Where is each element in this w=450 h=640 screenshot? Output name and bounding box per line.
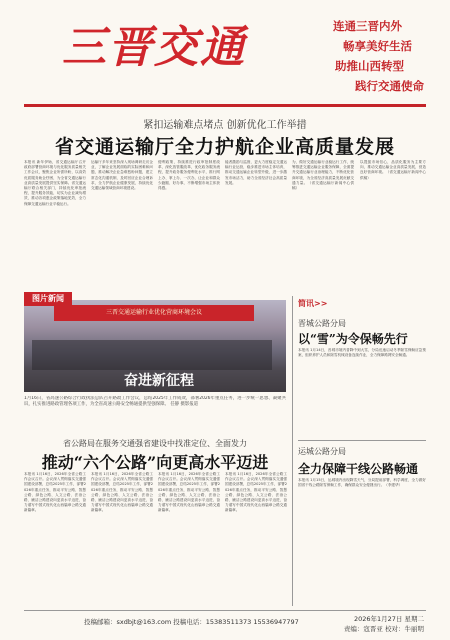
brief-2-body: 本报讯 1月15日，运城境内出现降雪天气，分局提前部署，科学调度，全力做好国省干线公路除雪保畅工作，确保群众安全便捷出行。（李建华） [298, 478, 426, 488]
brief-label: 简讯>> [298, 299, 328, 308]
masthead [0, 0, 450, 104]
slogan-line-2: 畅享美好生活 [343, 39, 412, 53]
second-headline: 推动“六个公路”向更高水平迈进 [41, 453, 269, 472]
photo-credit: 任静 摄影报道 [170, 402, 199, 407]
second-kicker: 省公路局在服务交通强省建设中找准定位、全面发力 [63, 439, 247, 448]
page-footer [24, 610, 426, 637]
column-rule [292, 296, 293, 606]
slogan-line-4: 践行交通使命 [355, 79, 424, 93]
second-column-3: 本报讯 1月16日，2026年全省公路工作会议召开。会议深入贯彻落实交通强国建设部署，总结2025年工作，部署2026年重点任务，推动平安公路、智慧公路、绿色公路、人文公路、法治公路、廉洁公路建设向更高水平迈进，奋力谱写中国式现代化山西篇章公路交通新篇章。 [158, 472, 220, 513]
lead-column-6: 以提振市场信心，品质化服务为主要方向，推动交通运输企业高质量发展，营造良好营商环境。（省交通运输厅新闻中心供稿） [360, 160, 426, 180]
second-column-4: 本报讯 1月16日，2026年全省公路工作会议召开。会议深入贯彻落实交通强国建设部署，总结2025年工作，部署2026年重点任务，推动平安公路、智慧公路、绿色公路、人文公路、法治公路、廉洁公路建设向更高水平迈进，奋力谱写中国式现代化山西篇章公路交通新篇章。 [225, 472, 287, 513]
brief-2-title: 全力保障干线公路畅通 [298, 462, 419, 476]
lead-headline: 省交通运输厅全力护航企业高质量发展 [54, 136, 395, 158]
brief-1-source: 晋城公路分局 [298, 319, 346, 328]
photo-banner: 三晋交通运输行业优化营商环境会议 [54, 305, 254, 321]
photo-overlay-title: 奋进新征程 [124, 373, 194, 389]
audience-silhouette [32, 340, 272, 370]
lead-column-5: 为，做好交通运输行业稳运行工作，统筹推进交通运输企业服务保障，全面提升交通运输行业治理能力，不断优化营商环境，为全省经济高质量发展贡献交通力量。（省交通运输厅新闻中心供稿） [292, 160, 354, 191]
photo-caption: 1月16日，省高速公路综合行政执法总队召开路政工作会议，总结2025年工作成效，部署2026年重点任务，进一步统一思想、凝聚共识，扎实推进路政管理各项工作，为全省高速公路安全畅通提供坚强保障。 任静 摄影报道 [24, 396, 286, 407]
photo-news-tag: 图片新闻 [24, 292, 72, 306]
news-photo [24, 300, 286, 392]
footer-date: 2026年1月27日 星期二 [353, 615, 424, 623]
brief-2-source: 运城公路分局 [298, 447, 346, 456]
newspaper-logo: 三晋交通 [62, 22, 246, 73]
second-column-2: 本报讯 1月16日，2026年全省公路工作会议召开。会议深入贯彻落实交通强国建设部署，总结2025年工作，部署2026年重点任务，推动平安公路、智慧公路、绿色公路、人文公路、法治公路、廉洁公路建设向更高水平迈进，奋力谱写中国式现代化山西篇章公路交通新篇章。 [91, 472, 153, 513]
brief-divider [298, 440, 426, 441]
lead-kicker: 紧扣运输难点堵点 创新优化工作举措 [143, 120, 307, 131]
lead-column-1: 本报讯 新年伊始，省交通运输厅召开政府部署营商环境与优化服务质量相关工作会议，聚焦企业所需所盼，以高效优质服务助企纾困，为全省交通运输行业高质量发展提供坚实保障。省交通运输厅联合相关部门，持续优化审批流程，提升服务效能，切实为企业减负增效，推动各项惠企政策落地见效，全力保障交通运输行业平稳运行。 [24, 160, 86, 206]
slogan-line-3: 助推山西转型 [335, 59, 404, 73]
footer-editor: 责编：寇晋亚 校对：牛丽明 [343, 625, 424, 633]
lead-column-4: 能者激励与监督，更大力度稳定交通运输行业运营，稳步推进市场主体培育，推动交通运输企业转型升级，进一步激发市场活力，助力全省经济社会高质量发展。 [225, 160, 287, 185]
brief-1-title: 以“雪”为令保畅先行 [298, 332, 408, 346]
masthead-divider [24, 104, 426, 107]
lead-column-2: 运输厅多年来坚持深入现场调研走访企业，了解企业发展面临的实际困难和问题，推动解决企业急难愁盼问题，建立常态化沟通机制，及时回应企业合理诉求，全力护航企业健康发展，持续优化交通运输领域营商环境建设。 [91, 160, 153, 191]
second-column-1: 本报讯 1月16日，2026年全省公路工作会议召开。会议深入贯彻落实交通强国建设部署，总结2025年工作，部署2026年重点任务，推动平安公路、智慧公路、绿色公路、人文公路、法治公路、廉洁公路建设向更高水平迈进，奋力谱写中国式现代化山西篇章公路交通新篇章。 [24, 472, 86, 513]
brief-1-body: 本报讯 1月14日，晋城市境内普降中到大雪，分局迅速启动冬季除雪保畅应急预案，组织养护人员和除雪机械设备连续作业，全力保障路网安全畅通。 [298, 348, 426, 358]
lead-column-3: 便利政策，持续推进行政审批制度改革，深化放管服改革，优化政务服务流程，提升政务服务便利化水平，推行网上办、掌上办、一次办，让企业和群众少跑腿、好办事，不断增强市场主体获得感。 [158, 160, 220, 191]
footer-contact: 投稿邮箱：sxdbjt@163.com 投稿电话：15383511373 15536947797 [84, 618, 299, 626]
slogan-line-1: 连通三晋内外 [333, 19, 402, 33]
